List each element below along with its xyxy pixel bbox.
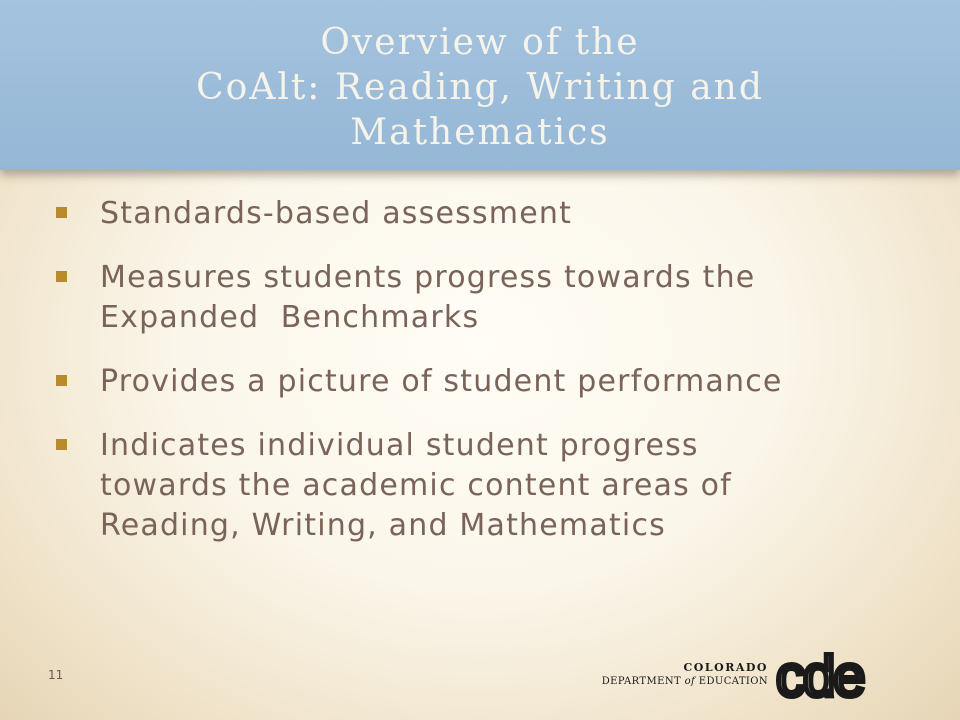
- bullet-text-line: Standards-based assessment: [100, 196, 573, 231]
- cde-wordmark-icon: [776, 652, 896, 702]
- logo-wordmark: [602, 660, 768, 689]
- logo-education-word: EDUCATION: [695, 676, 768, 687]
- bullet-item: [0, 362, 960, 402]
- square-bullet-icon: [56, 207, 67, 218]
- bullet-list: [0, 194, 960, 570]
- slide-title: [0, 20, 960, 155]
- slide-title-line: Overview of the: [320, 22, 640, 63]
- cde-logo: [601, 652, 928, 708]
- square-bullet-icon: [56, 271, 67, 282]
- cde-mark-text: cde: [776, 652, 864, 702]
- slide-title-line: Mathematics: [350, 112, 610, 153]
- slide-title-line: CoAlt: Reading, Writing and: [196, 67, 764, 108]
- page-number: 11: [48, 668, 64, 682]
- slide-header: [0, 0, 960, 170]
- bullet-text-line: Provides a picture of student performance: [100, 364, 783, 399]
- bullet-text-line: Measures students progress towards the: [100, 260, 756, 295]
- square-bullet-icon: [56, 439, 67, 450]
- bullet-text-line: Reading, Writing, and Mathematics: [100, 508, 666, 543]
- logo-state-name: COLORADO: [683, 661, 768, 674]
- bullet-item: [0, 258, 960, 338]
- logo-department-word: DEPARTMENT: [601, 676, 685, 687]
- square-bullet-icon: [56, 375, 67, 386]
- logo-department-name: [602, 675, 768, 689]
- bullet-text-line: towards the academic content areas of: [100, 468, 732, 503]
- bullet-item: [0, 426, 960, 546]
- bullet-text-line: Indicates individual student progress: [100, 428, 699, 463]
- bullet-item: [0, 194, 960, 234]
- logo-of-word: of: [684, 676, 696, 687]
- bullet-text-line: Expanded Benchmarks: [100, 300, 480, 335]
